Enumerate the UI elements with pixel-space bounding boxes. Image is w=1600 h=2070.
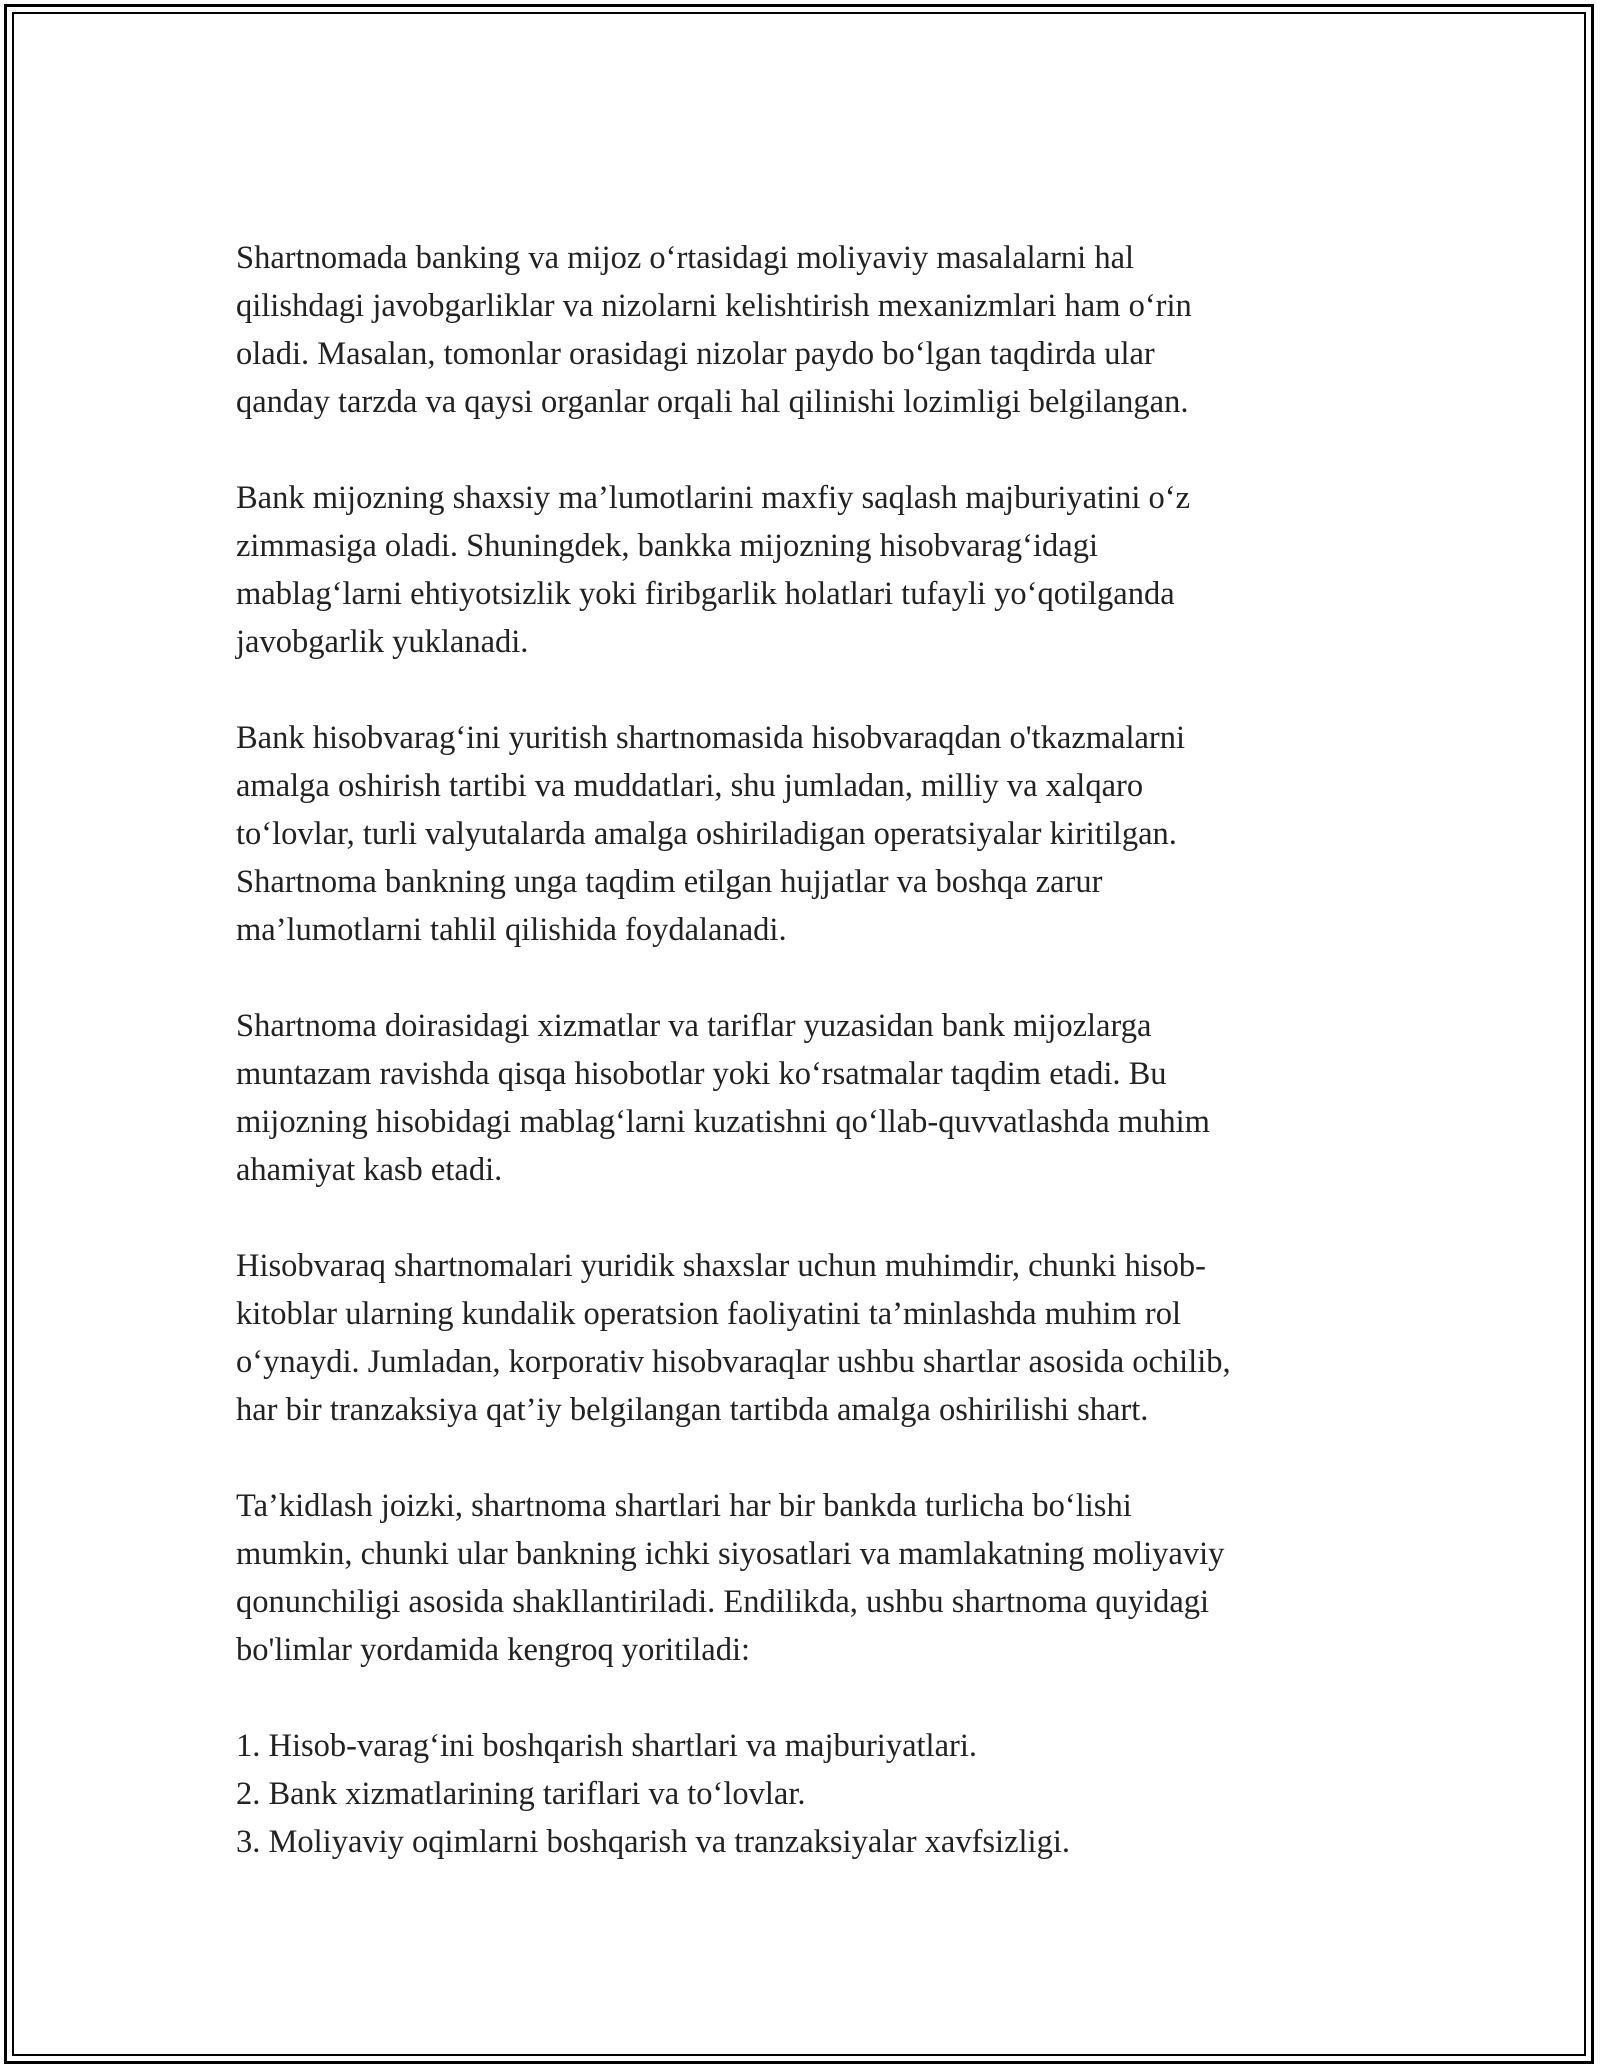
text-line: qonunchiligi asosida shakllantiriladi. Endilikda, ushbu shartnoma quyidagi: [236, 1584, 1210, 1620]
paragraph-conclusion: [236, 1482, 1376, 1674]
text-line: mijozning hisobidagi mablag‘larni kuzatishni qo‘llab-quvvatlashda muhim: [236, 1104, 1210, 1140]
paragraph-transfers: [236, 714, 1376, 954]
text-line: Bank mijozning shaxsiy ma’lumotlarini maxfiy saqlash majburiyatini o‘z: [236, 480, 1191, 516]
document-body: [236, 234, 1376, 1866]
text-line: Hisobvaraq shartnomalari yuridik shaxslar uchun muhimdir, chunki hisob-: [236, 1248, 1206, 1284]
text-line: mablag‘larni ehtiyotsizlik yoki firibgarlik holatlari tufayli yo‘qotilganda: [236, 576, 1175, 612]
paragraph-reports: [236, 1002, 1376, 1194]
paragraph-legal-entities: [236, 1242, 1376, 1434]
text-line: amalga oshirish tartibi va muddatlari, shu jumladan, milliy va xalqaro: [236, 768, 1144, 804]
text-line: mumkin, chunki ular bankning ichki siyosatlari va mamlakatning moliyaviy: [236, 1536, 1225, 1572]
text-line: Bank hisobvarag‘ini yuritish shartnomasida hisobvaraqdan o'tkazmalarni: [236, 720, 1186, 756]
text-line: zimmasiga oladi. Shuningdek, bankka mijozning hisobvarag‘idagi: [236, 528, 1098, 564]
list-item: 2. Bank xizmatlarining tariflari va to‘lovlar.: [236, 1776, 806, 1812]
text-line: ahamiyat kasb etadi.: [236, 1152, 503, 1188]
numbered-list: [236, 1722, 1376, 1866]
list-item: 1. Hisob-varag‘ini boshqarish shartlari va majburiyatlari.: [236, 1728, 977, 1764]
text-line: qanday tarzda va qaysi organlar orqali hal qilinishi lozimligi belgilangan.: [236, 384, 1189, 420]
text-line: ma’lumotlarni tahlil qilishida foydalanadi.: [236, 912, 787, 948]
text-line: Ta’kidlash joizki, shartnoma shartlari har bir bankda turlicha bo‘lishi: [236, 1488, 1132, 1524]
text-line: Shartnoma bankning unga taqdim etilgan hujjatlar va boshqa zarur: [236, 864, 1103, 900]
text-line: to‘lovlar, turli valyutalarda amalga oshiriladigan operatsiyalar kiritilgan.: [236, 816, 1177, 852]
text-line: oladi. Masalan, tomonlar orasidagi nizolar paydo bo‘lgan taqdirda ular: [236, 336, 1155, 372]
text-line: muntazam ravishda qisqa hisobotlar yoki ko‘rsatmalar taqdim etadi. Bu: [236, 1056, 1167, 1092]
text-line: kitoblar ularning kundalik operatsion faoliyatini ta’minlashda muhim rol: [236, 1296, 1182, 1332]
text-line: javobgarlik yuklanadi.: [236, 624, 529, 660]
paragraph-confidentiality: [236, 474, 1376, 666]
text-line: har bir tranzaksiya qat’iy belgilangan tartibda amalga oshirilishi shart.: [236, 1392, 1149, 1428]
text-line: Shartnomada banking va mijoz o‘rtasidagi moliyaviy masalalarni hal: [236, 240, 1135, 276]
text-line: qilishdagi javobgarliklar va nizolarni kelishtirish mexanizmlari ham o‘rin: [236, 288, 1192, 324]
list-item: 3. Moliyaviy oqimlarni boshqarish va tranzaksiyalar xavfsizligi.: [236, 1824, 1070, 1860]
text-line: o‘ynaydi. Jumladan, korporativ hisobvaraqlar ushbu shartlar asosida ochilib,: [236, 1344, 1231, 1380]
paragraph-dispute-resolution: [236, 234, 1376, 426]
text-line: Shartnoma doirasidagi xizmatlar va tariflar yuzasidan bank mijozlarga: [236, 1008, 1152, 1044]
text-line: bo'limlar yordamida kengroq yoritiladi:: [236, 1632, 751, 1668]
